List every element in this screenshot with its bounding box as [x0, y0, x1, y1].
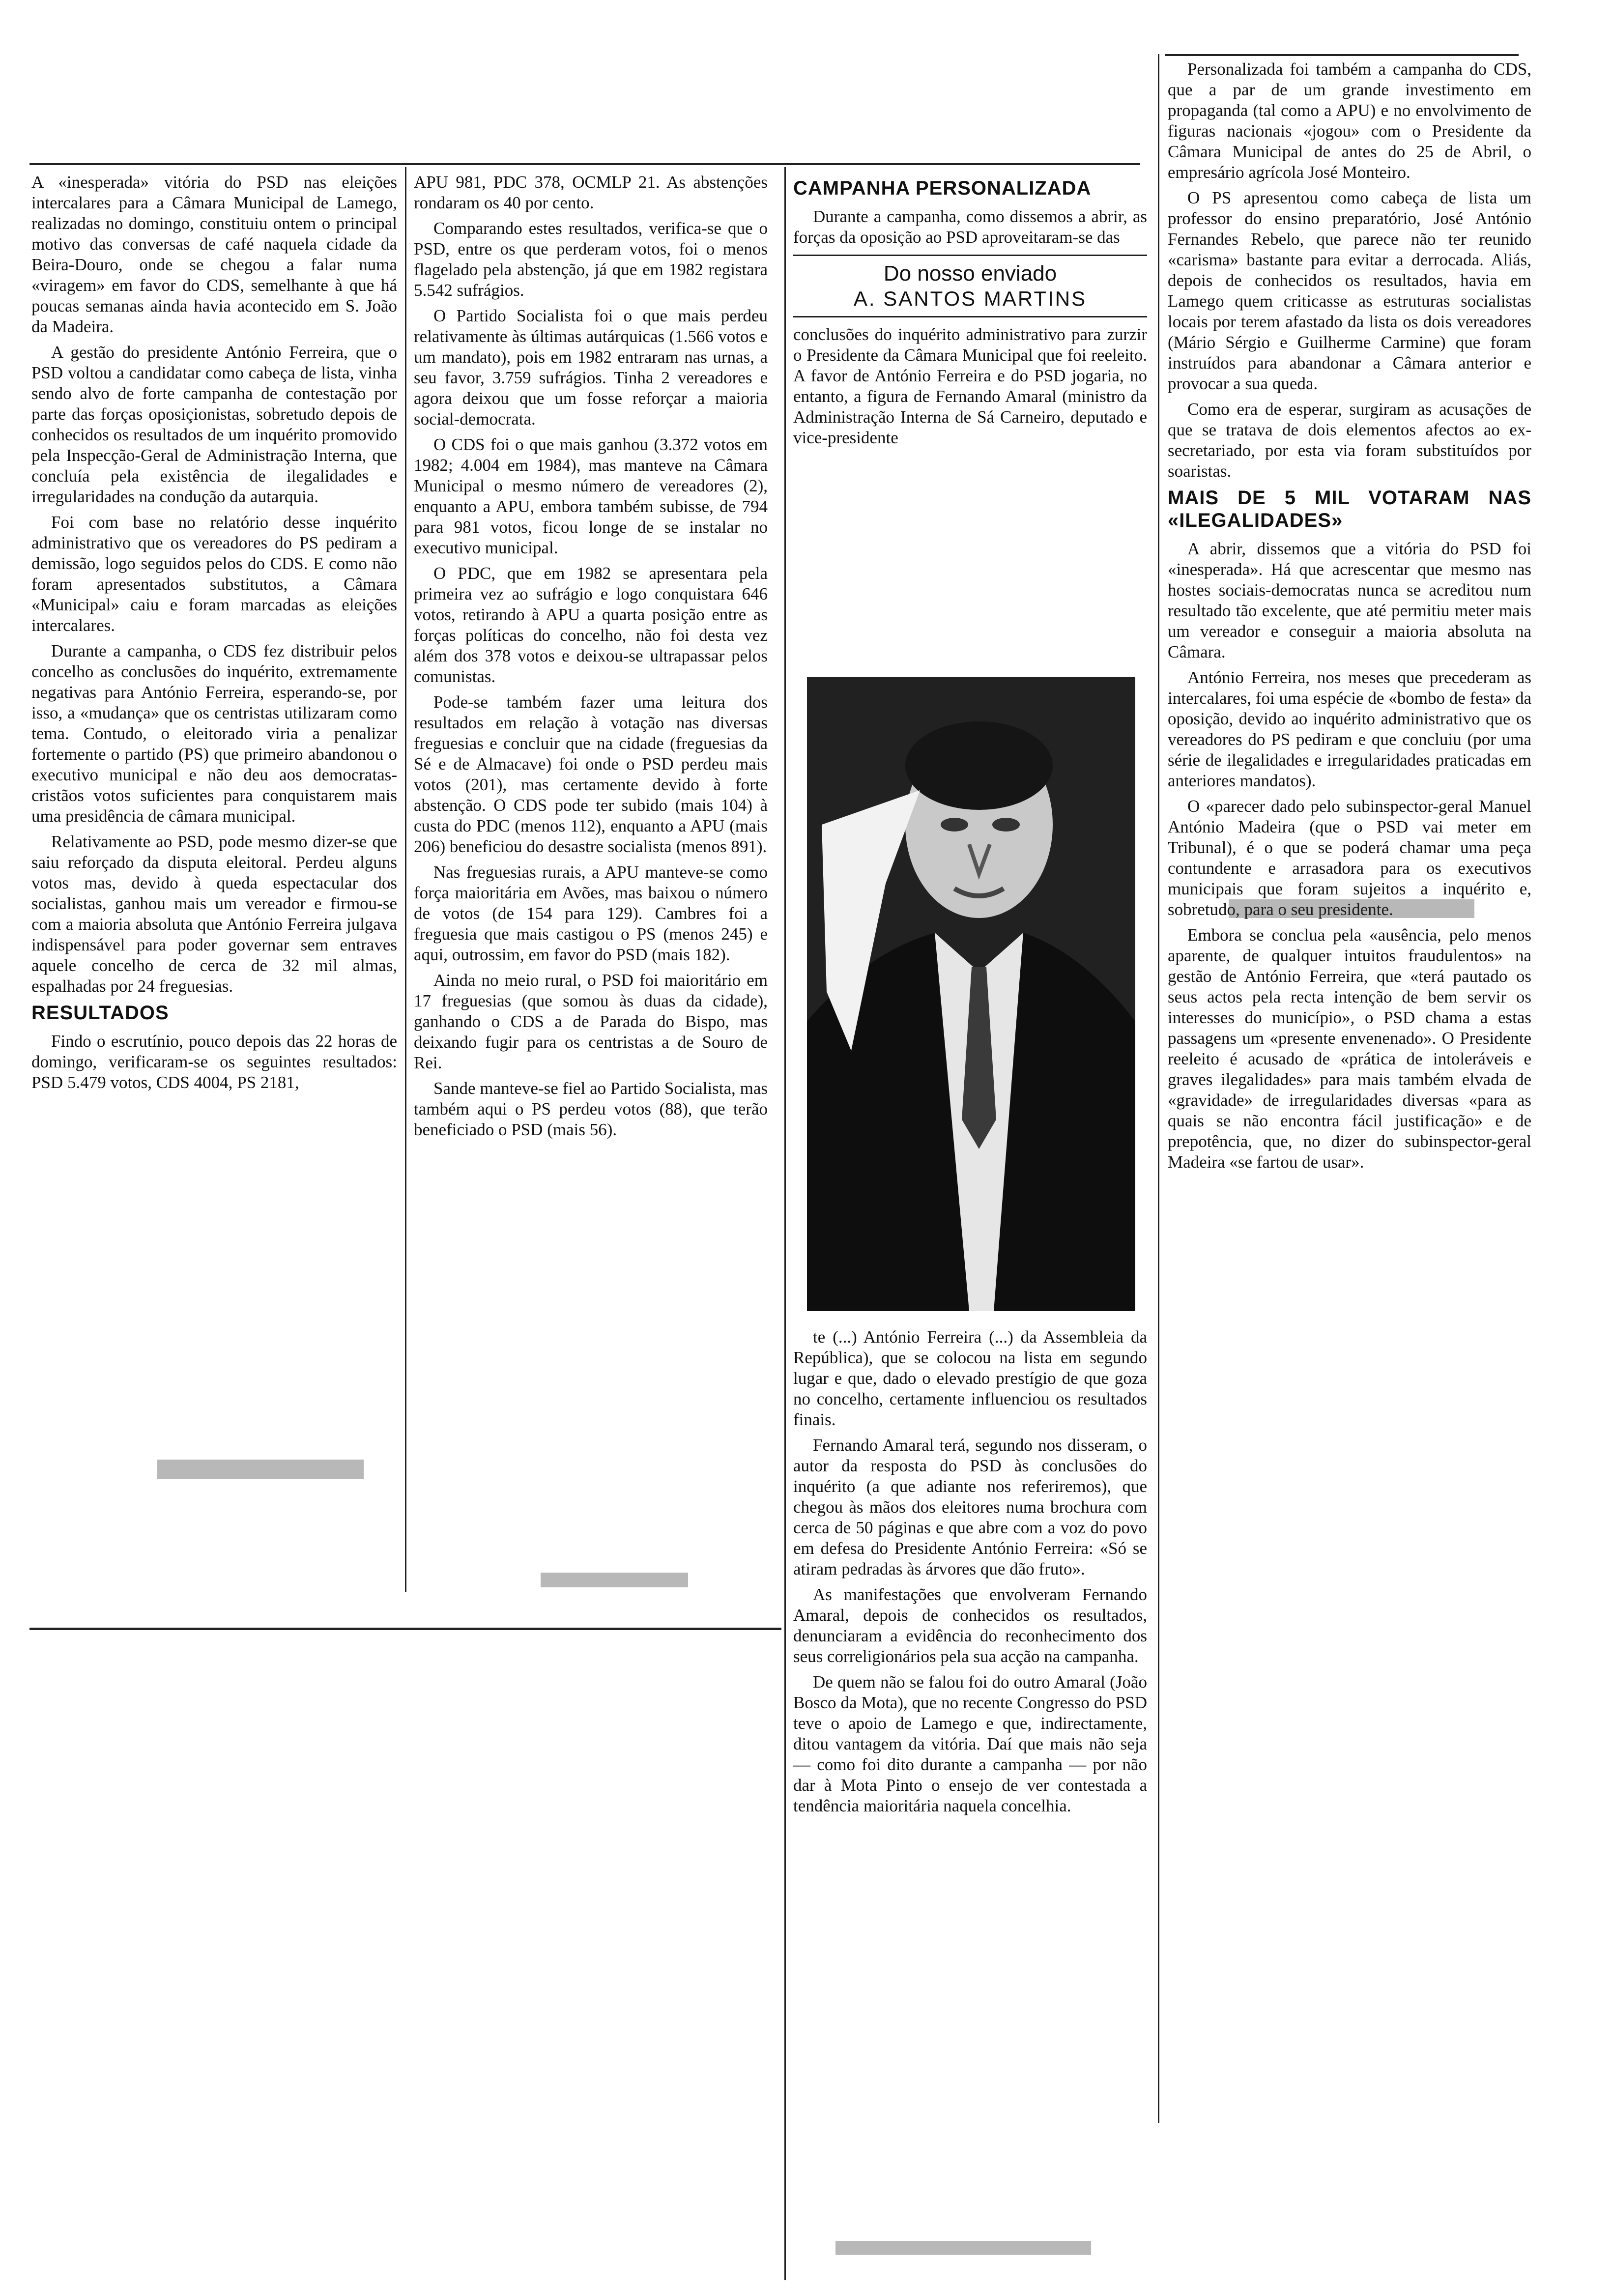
- col1-paragraph: Foi com base no relatório desse inquérito administrativo que os vereadores do PS pediram a demissão, logo seguidos pelos do CDS. E como não foram apresentados substitutos, a Câmara «Municipal» caiu e foram marcadas as eleições intercalares.: [31, 513, 397, 635]
- scan-noise: [1229, 899, 1474, 918]
- col4-paragraph: Como era de esperar, surgiram as acusações de que se tratava de dois elementos afectos ao ex-secretariado, por esta via foram substituídos por soaristas.: [1168, 400, 1531, 481]
- scan-noise: [157, 1460, 364, 1479]
- column-3-top: [793, 172, 1147, 668]
- col3-subheading: CAMPANHA PERSONALIZADA: [793, 177, 1092, 199]
- column-rule: [405, 167, 406, 1592]
- byline: [793, 255, 1147, 317]
- col4-paragraph: A abrir, dissemos que a vitória do PSD foi «inesperada». Há que acrescentar que mesmo nas hostes sociais-democratas nunca se acreditou num resultado tão excelente, que até permitiu meter mais um vereador e conseguir a maioria absoluta na Câmara.: [1168, 539, 1531, 661]
- column-rule: [1158, 54, 1159, 2123]
- col3-paragraph: De quem não se falou foi do outro Amaral (João Bosco da Mota), que no recente Congresso do PSD teve o apoio de Lamego e que, indirectamente, ditou vantagem da vitória. Daí que mais não seja — como foi dito durante a campanha — por não dar à Mota Pinto o ensejo de ver contestada a tendência maioritária naquela concelhia.: [793, 1672, 1147, 1815]
- clipping-bottom-edge: [29, 1628, 781, 1630]
- col4-paragraph: O PS apresentou como cabeça de lista um professor do ensino preparatório, José António Fernandes Rebelo, que parece não ter reunido «carisma» bastante para evitar a derrocada. Aliás, depois de conhecidos os resultados, havia em Lamego quem criticasse as estruturas socialistas locais por terem afastado da lista os dois vereadores (Mário Sérgio e Guilherme Carmine) que foram instruídos para abandonar a Câmara anterior e provocar a sua queda.: [1168, 188, 1531, 393]
- column-2: [414, 172, 768, 1592]
- col1-paragraph: A gestão do presidente António Ferreira, que o PSD voltou a candidatar como cabeça de lista, vinha sendo alvo de forte campanha de contestação por parte das forças oposiçionistas, sobretudo depois de conhecidos os resultados de um inquérito promovido pela Inspecção-Geral de Administração Interna, que concluía pela existência de ilegalidades e irregularidades na condução da autarquia.: [31, 343, 397, 506]
- byline-line-1: Do nosso enviado: [883, 261, 1057, 286]
- scan-noise: [541, 1573, 688, 1587]
- col4-paragraph: António Ferreira, nos meses que precederam as intercalares, foi uma espécie de «bombo de festa» da oposição, devido ao inquérito administrativo que os vereadores do PS pediram e que concluiu (por uma série de ilegalidades e irregularidades praticadas em anteriores mandatos).: [1168, 668, 1531, 790]
- col4-paragraph: O «parecer dado pelo subinspector-geral Manuel António Madeira (que o PSD vai meter em Tribunal), é o que se poderá chamar uma peça contundente e arrasadora para os executivos municipais que foram sujeitos a inquérito e, sobretudo, para o seu presidente.: [1168, 797, 1531, 919]
- col2-paragraph: O Partido Socialista foi o que mais perdeu relativamente às últimas autárquicas (1.566 votos e um mandato), pois em 1982 entraram nas urnas, a seu favor, 3.759 sufrágios. Tinha 2 vereadores e agora deixou que um fosse reforçar a maioria social-democrata.: [414, 306, 768, 429]
- scan-noise: [835, 2241, 1091, 2255]
- col1-subheading: RESULTADOS: [31, 1002, 169, 1024]
- col1-paragraph: Durante a campanha, o CDS fez distribuir pelos concelho as conclusões do inquérito, extremamente negativas para António Ferreira, esperando-se, por isso, a «mudança» que os centristas utilizaram como tema. Contudo, o eleitorado viria a penalizar fortemente o partido (PS) que primeiro abandonou o executivo municipal e não deu aos democratas-cristãos votos suficientes para conquistarem mais uma presidência de câmara municipal.: [31, 641, 397, 826]
- col1-paragraph: A «inesperada» vitória do PSD nas eleições intercalares para a Câmara Municipal de Lamego, realizadas no domingo, constituiu ontem o principal motivo das conversas de café naquela cidade da Beira-Douro, onde se chegou a falar numa «viragem» em favor do CDS, semelhante à que há poucas semanas ainda havia acontecido em S. João da Madeira.: [31, 172, 397, 336]
- col4-paragraph: Embora se conclua pela «ausência, pelo menos aparente, de qualquer intuitos fraudulentos» na gestão de António Ferreira, que «terá pautado os seus actos pela recta intenção de bem servir os interesses do município», o PSD chama a estas passagens um «presente envenenado». O Presidente reeleito é acusado de «prática de intoleráveis e graves ilegalidades» para mais também elvada de «gravidade» de irregularidades diversas «para as quais se não encontra fácil justificação» e de prepotência, que, no dizer do subinspector-geral Madeira «se fartou de usar».: [1168, 925, 1531, 1172]
- portrait-photo: [807, 677, 1135, 1311]
- clipping-top-edge: [29, 163, 1140, 165]
- col4-subheading: MAIS DE 5 MIL VOTARAM NAS «ILEGALIDADES»: [1168, 487, 1531, 531]
- col1-paragraph: Findo o escrutínio, pouco depois das 22 horas de domingo, verificaram-se os seguintes resultados: PSD 5.479 votos, CDS 4004, PS 2181,: [31, 1032, 397, 1092]
- col2-paragraph: Pode-se também fazer uma leitura dos resultados em relação à votação nas diversas freguesias e concluir que na cidade (freguesias da Sé e de Almacave) foi onde o PSD perdeu mais votos (201), mas certamente devido à forte abstenção. O CDS pode ter subido (mais 104) à custa do PDC (menos 112), enquanto a APU (mais 206) beneficiou do desastre socialista (menos 891).: [414, 692, 768, 856]
- col2-paragraph: Nas freguesias rurais, a APU manteve-se como força maioritária em Avões, mas baixou o número de votos (de 154 para 129). Cambres foi a freguesia que mais castigou o PS (menos 245) e aqui, outrossim, em favor do PSD (mais 182).: [414, 862, 768, 964]
- col2-paragraph: O CDS foi o que mais ganhou (3.372 votos em 1982; 4.004 em 1984), mas manteve na Câmara Municipal o mesmo número de vereadores (2), enquanto a APU, embora também subisse, de 794 para 981 votos, ficou longe de se instalar no executivo municipal.: [414, 435, 768, 557]
- clipping-top-edge: [1165, 54, 1519, 56]
- col3-paragraph: Fernando Amaral terá, segundo nos disseram, o autor da resposta do PSD às conclusões do inquérito (a que adiante nos referiremos), que chegou às mãos dos eleitores numa brochura com cerca de 50 páginas e que abre com a voz do povo em defesa do Presidente António Ferreira: «Só se atiram pedradas às árvores que dão fruto».: [793, 1435, 1147, 1578]
- col4-paragraph: Personalizada foi também a campanha do CDS, que a par de um grande investimento em propaganda (tal como a APU) e no envolvimento de figuras nacionais «jogou» com o Presidente da Câmara Municipal de antes do 25 de Abril, o empresário agrícola José Monteiro.: [1168, 59, 1531, 182]
- portrait-illustration: [807, 677, 1135, 1311]
- col3-paragraph: conclusões do inquérito administrativo para zurzir o Presidente da Câmara Municipal que foi reeleito. A favor de António Ferreira e do PSD jogaria, no entanto, a figura de Fernando Amaral (ministro da Administração Interna de Sá Carneiro, deputado e vice-presidente: [793, 325, 1147, 447]
- col2-paragraph: Sande manteve-se fiel ao Partido Socialista, mas também aqui o PS perdeu votos (88), que terão beneficiado o PSD (mais 56).: [414, 1079, 768, 1139]
- col3-paragraph: As manifestações que envolveram Fernando Amaral, depois de conhecidos os resultados, denunciaram a evidência do reconhecimento dos seus correligionários pela sua acção na campanha.: [793, 1585, 1147, 1666]
- column-4: [1168, 59, 1531, 2113]
- col2-paragraph: Comparando estes resultados, verifica-se que o PSD, entre os que perderam votos, foi o menos flagelado pela abstenção, já que em 1982 registara 5.542 sufrágios.: [414, 219, 768, 300]
- col2-paragraph: APU 981, PDC 378, OCMLP 21. As abstenções rondaram os 40 por cento.: [414, 172, 768, 212]
- column-rule: [784, 167, 786, 2280]
- byline-line-2: A. SANTOS MARTINS: [853, 287, 1087, 310]
- col2-paragraph: Ainda no meio rural, o PSD foi maioritário em 17 freguesias (que somou às duas da cidade), ganhando o CDS a de Parada do Bispo, mas deixando fugir para os centristas a de Souro de Rei.: [414, 971, 768, 1072]
- col3-paragraph: Durante a campanha, como dissemos a abrir, as forças da oposição ao PSD aproveitaram-se das: [793, 207, 1147, 247]
- column-3-bottom: [793, 1327, 1147, 2280]
- col3-paragraph: te (...) António Ferreira (...) da Assembleia da República), que se colocou na lista em segundo lugar e que, dado o elevado prestígio de que goza no concelho, certamente influenciou os resultados finais.: [793, 1327, 1147, 1429]
- col1-paragraph: Relativamente ao PSD, pode mesmo dizer-se que saiu reforçado da disputa eleitoral. Perdeu alguns votos mas, devido à queda espectacular dos socialistas, ganhou mais um vereador e firmou-se com a maioria absoluta que António Ferreira julgava indispensável para poder governar sem entraves aquele concelho de cerca de 32 mil almas, espalhadas por 24 freguesias.: [31, 832, 397, 996]
- column-1: [31, 172, 397, 1627]
- col2-paragraph: O PDC, que em 1982 se apresentara pela primeira vez ao sufrágio e logo conquistara 646 votos, retirando à APU a quarta posição entre as forças políticas do concelho, não foi desta vez além dos 378 votos e deixou-se ultrapassar pelos comunistas.: [414, 564, 768, 686]
